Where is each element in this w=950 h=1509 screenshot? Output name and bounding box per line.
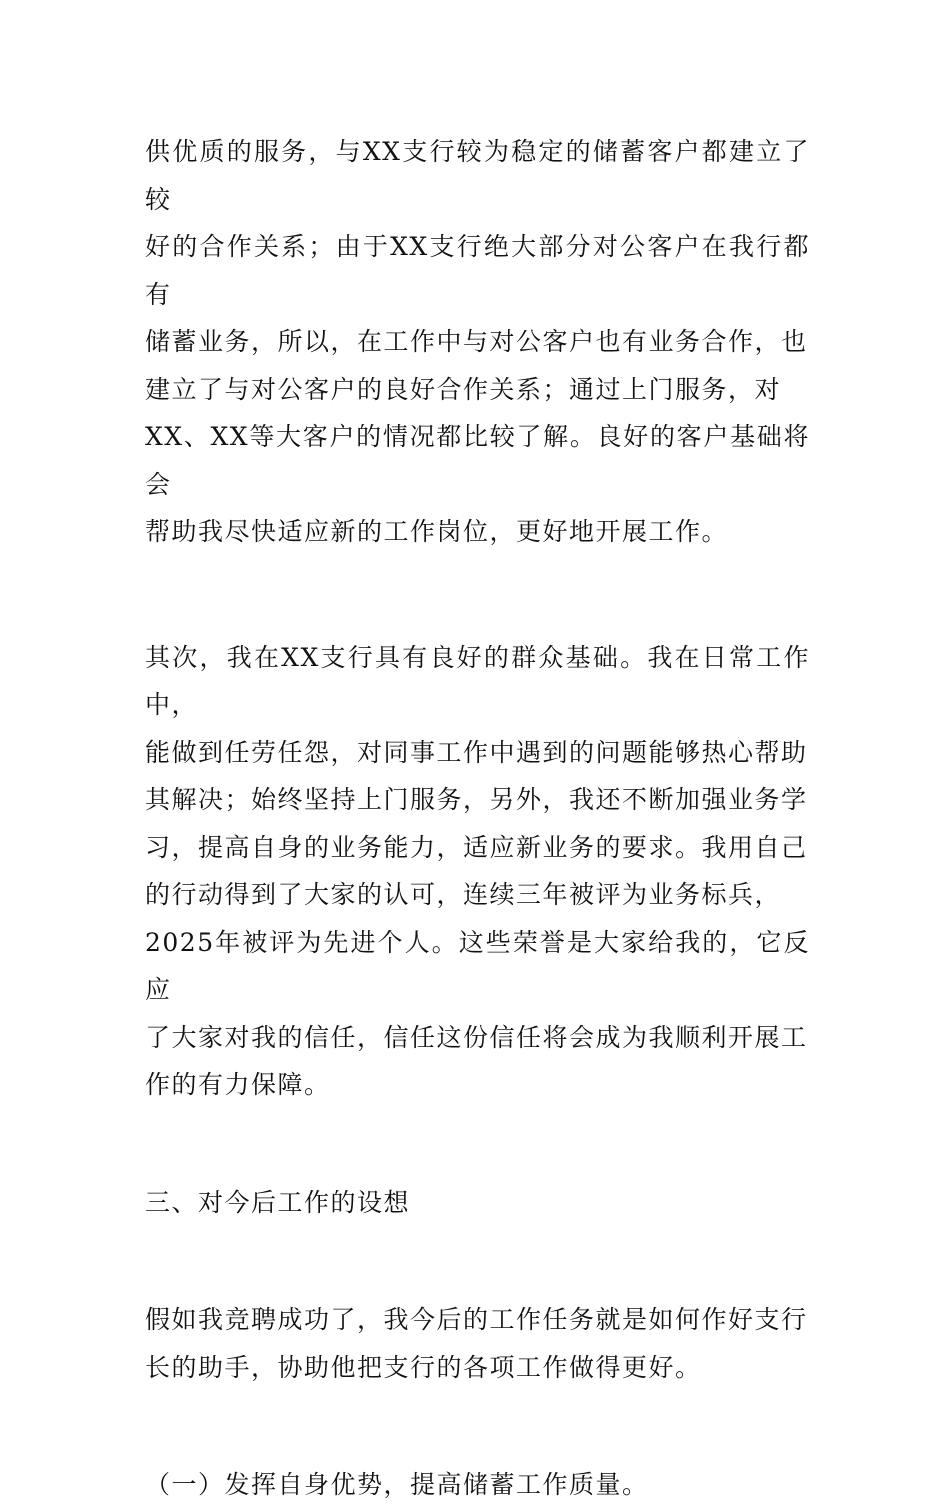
paragraph-assistant-role: 假如我竞聘成功了，我今后的工作任务就是如何作好支行 长的助手，协助他把支行的各项工作做得更好。 — [145, 1305, 808, 1382]
document-body — [145, 128, 810, 1509]
subheading-savings-quality: （一）发挥自身优势，提高储蓄工作质量。 — [145, 1470, 649, 1499]
paragraph-mass-base: 其次，我在XX支行具有良好的群众基础。我在日常工作中， 能做到任劳任怨，对同事工作中遇到的问题能够热心帮助 其解决；始终坚持上门服务，另外，我还不断加强业务学 习，提高自身的业务能力，适应新业务的要求。我用自己 的行动得到了大家的认可，连续三年被评为业务标兵， 2025年被评为先进个人。这些荣誉是大家给我的，它反应 了大家对我的信任，信任这份信任将会成为我顺利开展工 作的有力保障。 — [145, 642, 810, 1099]
paragraph-customer-base: 供优质的服务，与XX支行较为稳定的储蓄客户都建立了较 好的合作关系；由于XX支行绝大部分对公客户在我行都有 储蓄业务，所以，在工作中与对公客户也有业务合作，也 建立了与对公客户的良好合作关系；通过上门服务，对 XX、XX等大客户的情况都比较了解。良好的客户基础将会 帮助我尽快适应新的工作岗位，更好地开展工作。 — [145, 137, 810, 546]
section-heading-future-plans: 三、对今后工作的设想 — [145, 1187, 411, 1217]
